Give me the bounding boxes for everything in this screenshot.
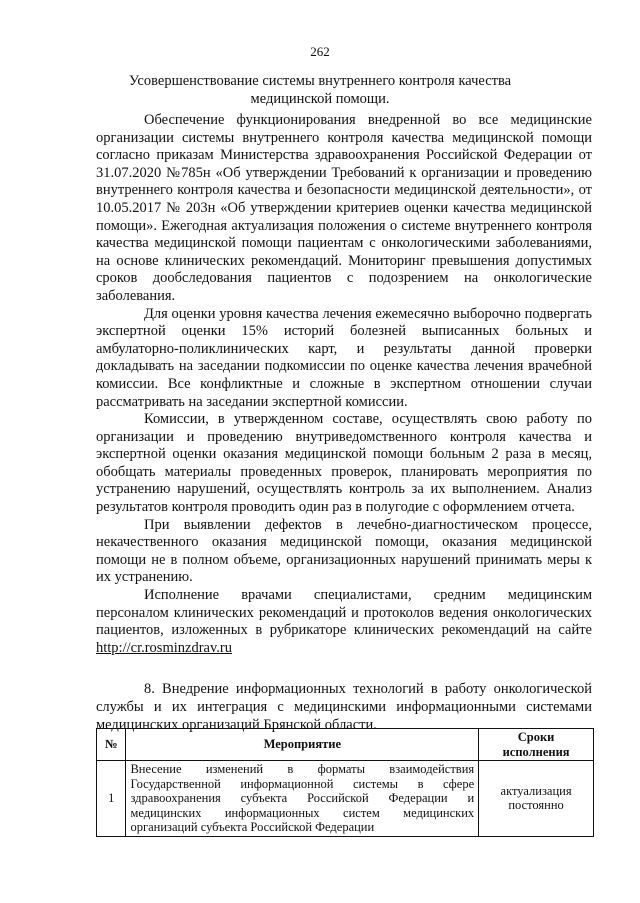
paragraph-5 [96,587,592,657]
table-header-row [97,729,594,761]
row-num: 1 [97,761,126,837]
header-num: № [97,729,126,761]
table-row [97,761,594,837]
row-term: актуализация постоянно [479,761,594,837]
header-activity: Мероприятие [126,729,479,761]
page-number: 262 [310,44,330,59]
section-title: Усовершенствование системы внутреннего контроля качества медицинской помощи. [128,73,512,107]
section8-title: 8. Внедрение информационных технологий в работу онкологической службы и их интеграция с медицинскими информационными системами медицинских организаций Брянской области. [96,681,592,733]
paragraph-1: Обеспечение функционирования внедренной во все медицинские организации системы внутреннего контроля качества медицинской помощи согласно приказам Министерства здравоохранения Российской Федерации от 31.07.2020 №785н «Об утверждении Требований к организации и проведению внутреннего контроля качества и безопасности медицинской деятельности», от 10.05.2017 № 203н «Об утверждении критериев оценки качества медицинской помощи». Ежегодная актуализация положения о системе внутреннего контроля качества медицинской помощи пациентам с онкологическими заболеваниями, на основе клинических рекомендаций. Мониторинг превышения допустимых сроков дообследования пациентов с подозрением на онкологические заболевания. [96,112,592,304]
header-term: Сроки исполнения [479,729,594,761]
paragraph-2: Для оценки уровня качества лечения ежемесячно выборочно подвергать экспертной оценки 15% историй болезней выписанных больных и амбулаторно-поликлинических карт, и результаты данной проверки докладывать на заседании подкомиссии по оценке качества лечения врачебной комиссии. Все конфликтные и сложные в экспертном отношении случаи рассматривать на заседании экспертной комиссии. [96,305,592,410]
site-link[interactable]: http://cr.rosminzdrav.ru [96,639,232,656]
plan-table [96,728,594,837]
paragraph-3: Комиссии, в утвержденном составе, осуществлять свою работу по организации и проведению внутриведомственного контроля качества и экспертной оценки оказания медицинской помощи больным 2 раза в месяц, обобщать материалы проведенных проверок, планировать мероприятия по устранению нарушений, осуществлять контроль за их выполнением. Анализ результатов контроля проводить один раз в полугодие с оформлением отчета. [96,411,592,516]
row-activity: Внесение изменений в форматы взаимодействия Государственной информационной системы в сфере здравоохранения субъекта Российской Федерации и медицинских информационных систем медицинских организаций субъекта Российской Федерации [126,761,479,837]
paragraph-5-text: Исполнение врачами специалистами, средним медицинским персоналом клинических рекомендаций и протоколов ведения онкологических пациентов, изложенных в рубрикаторе клинических рекомендаций на сайте [96,587,592,639]
document-body [96,112,592,734]
paragraph-4: При выявлении дефектов в лечебно-диагностическом процессе, некачественного оказания медицинской помощи, оказания медицинской помощи не в полном объеме, организационных нарушений принимать меры к их устранению. [96,516,592,586]
